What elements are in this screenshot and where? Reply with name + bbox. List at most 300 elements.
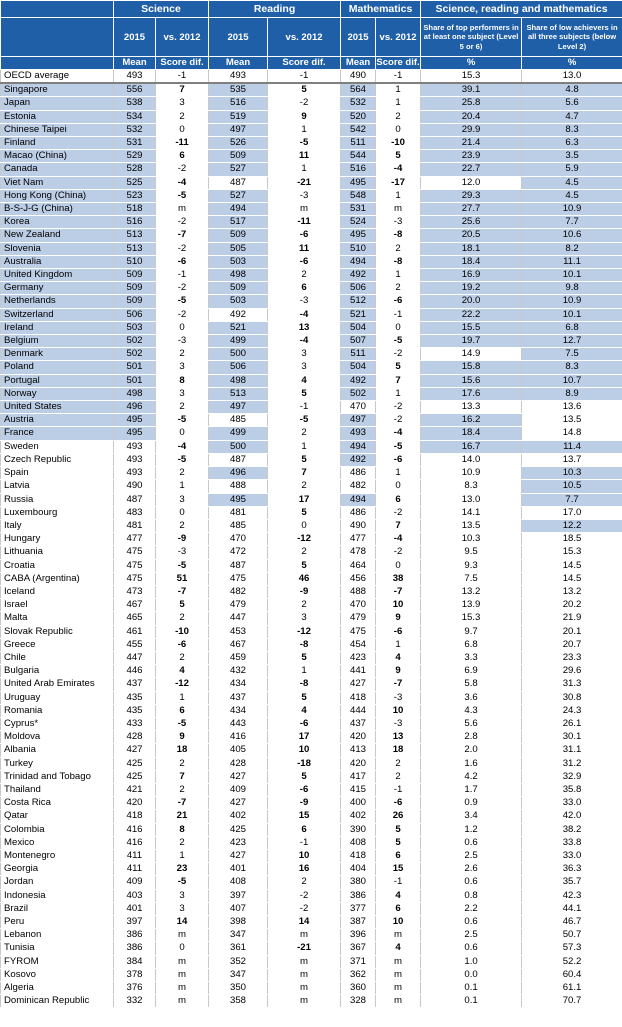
low-achievers-pct: 30.1 (522, 731, 622, 744)
country-name: Malta (1, 612, 114, 625)
math-dif: -10 (376, 137, 421, 150)
math-dif: -6 (376, 453, 421, 466)
math-mean: 495 (341, 176, 376, 189)
science-mean: 420 (114, 797, 156, 810)
reading-mean: 358 (209, 995, 268, 1008)
math-dif: 38 (376, 572, 421, 585)
math-dif: 5 (376, 823, 421, 836)
science-mean: 487 (114, 493, 156, 506)
country-name: CABA (Argentina) (1, 572, 114, 585)
reading-mean: 459 (209, 651, 268, 664)
low-achievers-pct: 23.3 (522, 651, 622, 664)
reading-mean: 423 (209, 836, 268, 849)
math-mean: 386 (341, 889, 376, 902)
table-row (1, 612, 622, 625)
science-dif: 2 (156, 783, 209, 796)
low-achievers-pct: 14.8 (522, 427, 622, 440)
math-dif: -3 (376, 717, 421, 730)
table-row (1, 467, 622, 480)
math-dif: -7 (376, 678, 421, 691)
top-performers-pct: 15.6 (421, 374, 522, 387)
reading-mean: 521 (209, 321, 268, 334)
top-performers-pct: 1.6 (421, 757, 522, 770)
science-dif: 2 (156, 467, 209, 480)
reading-dif: 5 (268, 453, 341, 466)
reading-dif: -9 (268, 797, 341, 810)
science-dif: 2 (156, 612, 209, 625)
reading-mean: 443 (209, 717, 268, 730)
table-row (1, 731, 622, 744)
low-achievers-pct: 4.5 (522, 189, 622, 202)
science-mean: 556 (114, 83, 156, 97)
country-name: Romania (1, 704, 114, 717)
header-science: Science (114, 1, 209, 18)
science-mean: 386 (114, 942, 156, 955)
reading-dif: m (268, 968, 341, 981)
low-achievers-pct: 10.9 (522, 295, 622, 308)
science-mean: 523 (114, 189, 156, 202)
low-achievers-pct: 61.1 (522, 982, 622, 995)
table-row (1, 295, 622, 308)
math-dif: 2 (376, 242, 421, 255)
science-dif: 21 (156, 810, 209, 823)
reading-dif: -21 (268, 942, 341, 955)
reading-dif: -11 (268, 216, 341, 229)
table-row (1, 97, 622, 110)
math-dif: -6 (376, 625, 421, 638)
top-performers-pct: 13.0 (421, 493, 522, 506)
math-mean: 423 (341, 651, 376, 664)
table-row (1, 335, 622, 348)
country-name: Denmark (1, 348, 114, 361)
science-mean: 509 (114, 282, 156, 295)
table-row (1, 678, 622, 691)
low-achievers-pct: 38.2 (522, 823, 622, 836)
science-mean: 509 (114, 295, 156, 308)
science-dif: -5 (156, 295, 209, 308)
table-row (1, 282, 622, 295)
math-mean: 454 (341, 638, 376, 651)
table-row (1, 625, 622, 638)
reading-dif: -18 (268, 757, 341, 770)
science-mean: 455 (114, 638, 156, 651)
low-achievers-pct: 3.5 (522, 150, 622, 163)
reading-mean: 485 (209, 519, 268, 532)
math-dif: m (376, 955, 421, 968)
country-name: Switzerland (1, 308, 114, 321)
top-performers-pct: 20.4 (421, 110, 522, 123)
header-row-units (1, 57, 622, 70)
reading-dif: 3 (268, 612, 341, 625)
science-mean: 403 (114, 889, 156, 902)
table-row (1, 440, 622, 453)
math-dif: 0 (376, 321, 421, 334)
science-dif: 8 (156, 374, 209, 387)
science-mean: 467 (114, 599, 156, 612)
header-science-vs: vs. 2012 (156, 18, 209, 57)
country-name: Ireland (1, 321, 114, 334)
science-mean: 501 (114, 361, 156, 374)
math-mean: 492 (341, 269, 376, 282)
top-performers-pct: 1.0 (421, 955, 522, 968)
table-row (1, 453, 622, 466)
top-performers-pct: 18.4 (421, 255, 522, 268)
reading-dif: m (268, 203, 341, 216)
math-dif: -7 (376, 585, 421, 598)
country-name: Sweden (1, 440, 114, 453)
math-mean: 402 (341, 810, 376, 823)
reading-dif: 6 (268, 282, 341, 295)
low-achievers-pct: 33.8 (522, 836, 622, 849)
low-achievers-pct: 26.1 (522, 717, 622, 730)
reading-dif: 6 (268, 823, 341, 836)
top-performers-pct: 20.0 (421, 295, 522, 308)
science-mean: 502 (114, 335, 156, 348)
science-dif: -3 (156, 546, 209, 559)
science-dif: -2 (156, 282, 209, 295)
top-performers-pct: 12.0 (421, 176, 522, 189)
country-name: Italy (1, 519, 114, 532)
math-dif: -2 (376, 546, 421, 559)
math-dif: 18 (376, 744, 421, 757)
top-performers-pct: 18.4 (421, 427, 522, 440)
math-dif: 1 (376, 269, 421, 282)
math-mean: 524 (341, 216, 376, 229)
reading-dif: -21 (268, 176, 341, 189)
reading-mean: 505 (209, 242, 268, 255)
table-row (1, 876, 622, 889)
reading-dif: 17 (268, 731, 341, 744)
country-name: France (1, 427, 114, 440)
table-row (1, 916, 622, 929)
math-dif: m (376, 929, 421, 942)
reading-dif: 3 (268, 361, 341, 374)
math-mean: 490 (341, 519, 376, 532)
science-dif: 0 (156, 942, 209, 955)
country-name: Tunisia (1, 942, 114, 955)
low-achievers-pct: 10.9 (522, 203, 622, 216)
country-name: Viet Nam (1, 176, 114, 189)
low-achievers-pct: 11.1 (522, 255, 622, 268)
country-name: Qatar (1, 810, 114, 823)
country-name: Costa Rica (1, 797, 114, 810)
country-name: Cyprus* (1, 717, 114, 730)
top-performers-pct: 2.5 (421, 929, 522, 942)
math-mean: 418 (341, 849, 376, 862)
corner-cell (1, 57, 114, 70)
low-achievers-pct: 10.1 (522, 269, 622, 282)
math-mean: 544 (341, 150, 376, 163)
math-mean: 488 (341, 585, 376, 598)
low-achievers-pct: 6.8 (522, 321, 622, 334)
country-name: Russia (1, 493, 114, 506)
country-name: Australia (1, 255, 114, 268)
table-row (1, 269, 622, 282)
top-performers-pct: 21.4 (421, 137, 522, 150)
math-dif: 10 (376, 599, 421, 612)
science-dif: 2 (156, 348, 209, 361)
reading-dif: -6 (268, 255, 341, 268)
science-dif: 6 (156, 704, 209, 717)
country-name: Portugal (1, 374, 114, 387)
reading-mean: 500 (209, 440, 268, 453)
reading-mean: 527 (209, 163, 268, 176)
math-dif: 15 (376, 863, 421, 876)
reading-mean: 427 (209, 770, 268, 783)
reading-mean: 498 (209, 269, 268, 282)
science-dif: 3 (156, 493, 209, 506)
reading-mean: 347 (209, 968, 268, 981)
top-performers-pct: 14.1 (421, 506, 522, 519)
science-mean: 435 (114, 704, 156, 717)
low-achievers-pct: 10.3 (522, 467, 622, 480)
top-performers-pct: 5.6 (421, 717, 522, 730)
reading-dif: -4 (268, 335, 341, 348)
science-dif: 0 (156, 123, 209, 136)
low-achievers-pct: 14.5 (522, 559, 622, 572)
science-mean: 513 (114, 229, 156, 242)
reading-mean: 487 (209, 176, 268, 189)
reading-dif: 5 (268, 770, 341, 783)
science-dif: 2 (156, 836, 209, 849)
low-achievers-pct: 29.6 (522, 665, 622, 678)
science-dif: 3 (156, 361, 209, 374)
math-mean: 400 (341, 797, 376, 810)
math-dif: m (376, 968, 421, 981)
math-dif: 9 (376, 612, 421, 625)
math-dif: -1 (376, 783, 421, 796)
math-mean: 420 (341, 731, 376, 744)
science-dif: -4 (156, 440, 209, 453)
top-performers-pct: 14.0 (421, 453, 522, 466)
country-name: Moldova (1, 731, 114, 744)
reading-mean: 402 (209, 810, 268, 823)
country-name: Algeria (1, 982, 114, 995)
top-performers-pct: 10.9 (421, 467, 522, 480)
low-achievers-pct: 10.5 (522, 480, 622, 493)
top-performers-pct: 9.3 (421, 559, 522, 572)
math-dif: -5 (376, 440, 421, 453)
science-dif: -3 (156, 335, 209, 348)
country-name: Singapore (1, 83, 114, 97)
math-dif: -8 (376, 229, 421, 242)
reading-mean: 527 (209, 189, 268, 202)
low-achievers-pct: 4.5 (522, 176, 622, 189)
country-name: Trinidad and Tobago (1, 770, 114, 783)
math-dif: 6 (376, 493, 421, 506)
math-mean: 478 (341, 546, 376, 559)
science-dif: 14 (156, 916, 209, 929)
math-mean: 479 (341, 612, 376, 625)
science-dif: -5 (156, 717, 209, 730)
top-performers-pct: 0.1 (421, 995, 522, 1008)
math-mean: 360 (341, 982, 376, 995)
math-dif: m (376, 982, 421, 995)
reading-dif: -5 (268, 414, 341, 427)
reading-mean: 493 (209, 70, 268, 84)
math-dif: 1 (376, 387, 421, 400)
country-name: Lebanon (1, 929, 114, 942)
country-name: New Zealand (1, 229, 114, 242)
science-mean: 493 (114, 453, 156, 466)
reading-mean: 425 (209, 823, 268, 836)
reading-dif: 7 (268, 467, 341, 480)
low-achievers-pct: 31.1 (522, 744, 622, 757)
table-row (1, 572, 622, 585)
science-dif: -1 (156, 70, 209, 84)
low-achievers-pct: 4.8 (522, 83, 622, 97)
table-row (1, 203, 622, 216)
science-dif: m (156, 203, 209, 216)
reading-dif: 13 (268, 321, 341, 334)
table-row (1, 137, 622, 150)
header-all-subjects: Science, reading and mathematics (421, 1, 622, 18)
science-mean: 416 (114, 836, 156, 849)
reading-dif: 1 (268, 440, 341, 453)
math-mean: 477 (341, 533, 376, 546)
low-achievers-pct: 9.8 (522, 282, 622, 295)
science-dif: 4 (156, 665, 209, 678)
table-row (1, 995, 622, 1008)
science-dif: 3 (156, 902, 209, 915)
math-dif: 6 (376, 902, 421, 915)
science-mean: 427 (114, 744, 156, 757)
math-dif: -8 (376, 255, 421, 268)
country-name: Turkey (1, 757, 114, 770)
reading-mean: 347 (209, 929, 268, 942)
math-mean: 456 (341, 572, 376, 585)
header-math-vs: vs. 2012 (376, 18, 421, 57)
low-achievers-pct: 7.7 (522, 216, 622, 229)
math-mean: 486 (341, 506, 376, 519)
science-mean: 435 (114, 691, 156, 704)
reading-dif: -9 (268, 585, 341, 598)
science-mean: 502 (114, 348, 156, 361)
table-row (1, 955, 622, 968)
table-row (1, 691, 622, 704)
country-name: Colombia (1, 823, 114, 836)
science-dif: 1 (156, 480, 209, 493)
table-row (1, 506, 622, 519)
science-dif: 3 (156, 387, 209, 400)
math-dif: -3 (376, 691, 421, 704)
reading-dif: -8 (268, 638, 341, 651)
math-mean: 413 (341, 744, 376, 757)
science-mean: 493 (114, 467, 156, 480)
country-name: B-S-J-G (China) (1, 203, 114, 216)
math-mean: 494 (341, 255, 376, 268)
reading-dif: 9 (268, 110, 341, 123)
reading-mean: 398 (209, 916, 268, 929)
math-dif: 1 (376, 97, 421, 110)
table-row (1, 533, 622, 546)
table-row (1, 744, 622, 757)
table-row (1, 982, 622, 995)
table-row (1, 757, 622, 770)
reading-mean: 487 (209, 453, 268, 466)
reading-dif: -1 (268, 70, 341, 84)
science-dif: 6 (156, 150, 209, 163)
reading-mean: 453 (209, 625, 268, 638)
math-mean: 510 (341, 242, 376, 255)
top-performers-pct: 16.2 (421, 414, 522, 427)
top-performers-pct: 29.9 (421, 123, 522, 136)
science-mean: 401 (114, 902, 156, 915)
reading-mean: 482 (209, 585, 268, 598)
unit-math-dif: Score dif. (376, 57, 420, 68)
country-name: United States (1, 401, 114, 414)
science-mean: 332 (114, 995, 156, 1008)
science-dif: -12 (156, 678, 209, 691)
science-mean: 532 (114, 123, 156, 136)
table-row (1, 176, 622, 189)
country-name: Peru (1, 916, 114, 929)
math-mean: 564 (341, 83, 376, 97)
reading-mean: 434 (209, 678, 268, 691)
math-mean: 444 (341, 704, 376, 717)
country-name: Latvia (1, 480, 114, 493)
header-top-performers: Share of top performers in at least one subject (Level 5 or 6) (421, 18, 522, 57)
top-performers-pct: 9.7 (421, 625, 522, 638)
reading-mean: 470 (209, 533, 268, 546)
science-mean: 525 (114, 176, 156, 189)
country-name: Brazil (1, 902, 114, 915)
science-mean: 477 (114, 533, 156, 546)
country-name: Hong Kong (China) (1, 189, 114, 202)
header-math-year: 2015 (341, 18, 376, 57)
reading-mean: 503 (209, 295, 268, 308)
top-performers-pct: 16.9 (421, 269, 522, 282)
math-dif: -6 (376, 797, 421, 810)
reading-mean: 495 (209, 493, 268, 506)
math-mean: 542 (341, 123, 376, 136)
table-row (1, 546, 622, 559)
science-dif: -2 (156, 216, 209, 229)
top-performers-pct: 19.7 (421, 335, 522, 348)
math-dif: 9 (376, 665, 421, 678)
low-achievers-pct: 6.3 (522, 137, 622, 150)
reading-mean: 405 (209, 744, 268, 757)
math-dif: 13 (376, 731, 421, 744)
low-achievers-pct: 52.2 (522, 955, 622, 968)
science-dif: -2 (156, 163, 209, 176)
header-row-subcolumns (1, 18, 622, 57)
reading-dif: 5 (268, 691, 341, 704)
science-mean: 425 (114, 770, 156, 783)
reading-mean: 479 (209, 599, 268, 612)
table-row (1, 929, 622, 942)
math-mean: 520 (341, 110, 376, 123)
reading-dif: m (268, 955, 341, 968)
table-row (1, 902, 622, 915)
reading-mean: 516 (209, 97, 268, 110)
science-mean: 510 (114, 255, 156, 268)
low-achievers-pct: 60.4 (522, 968, 622, 981)
country-name: Montenegro (1, 849, 114, 862)
math-dif: 26 (376, 810, 421, 823)
low-achievers-pct: 33.0 (522, 849, 622, 862)
country-name: Chile (1, 651, 114, 664)
top-performers-pct: 0.6 (421, 876, 522, 889)
table-row (1, 968, 622, 981)
header-low-achievers: Share of low achievers in all three subjects (below Level 2) (522, 18, 622, 57)
top-performers-pct: 15.3 (421, 70, 522, 84)
top-performers-pct: 13.3 (421, 401, 522, 414)
science-dif: 2 (156, 401, 209, 414)
science-dif: 0 (156, 427, 209, 440)
reading-dif: 3 (268, 348, 341, 361)
science-mean: 378 (114, 968, 156, 981)
